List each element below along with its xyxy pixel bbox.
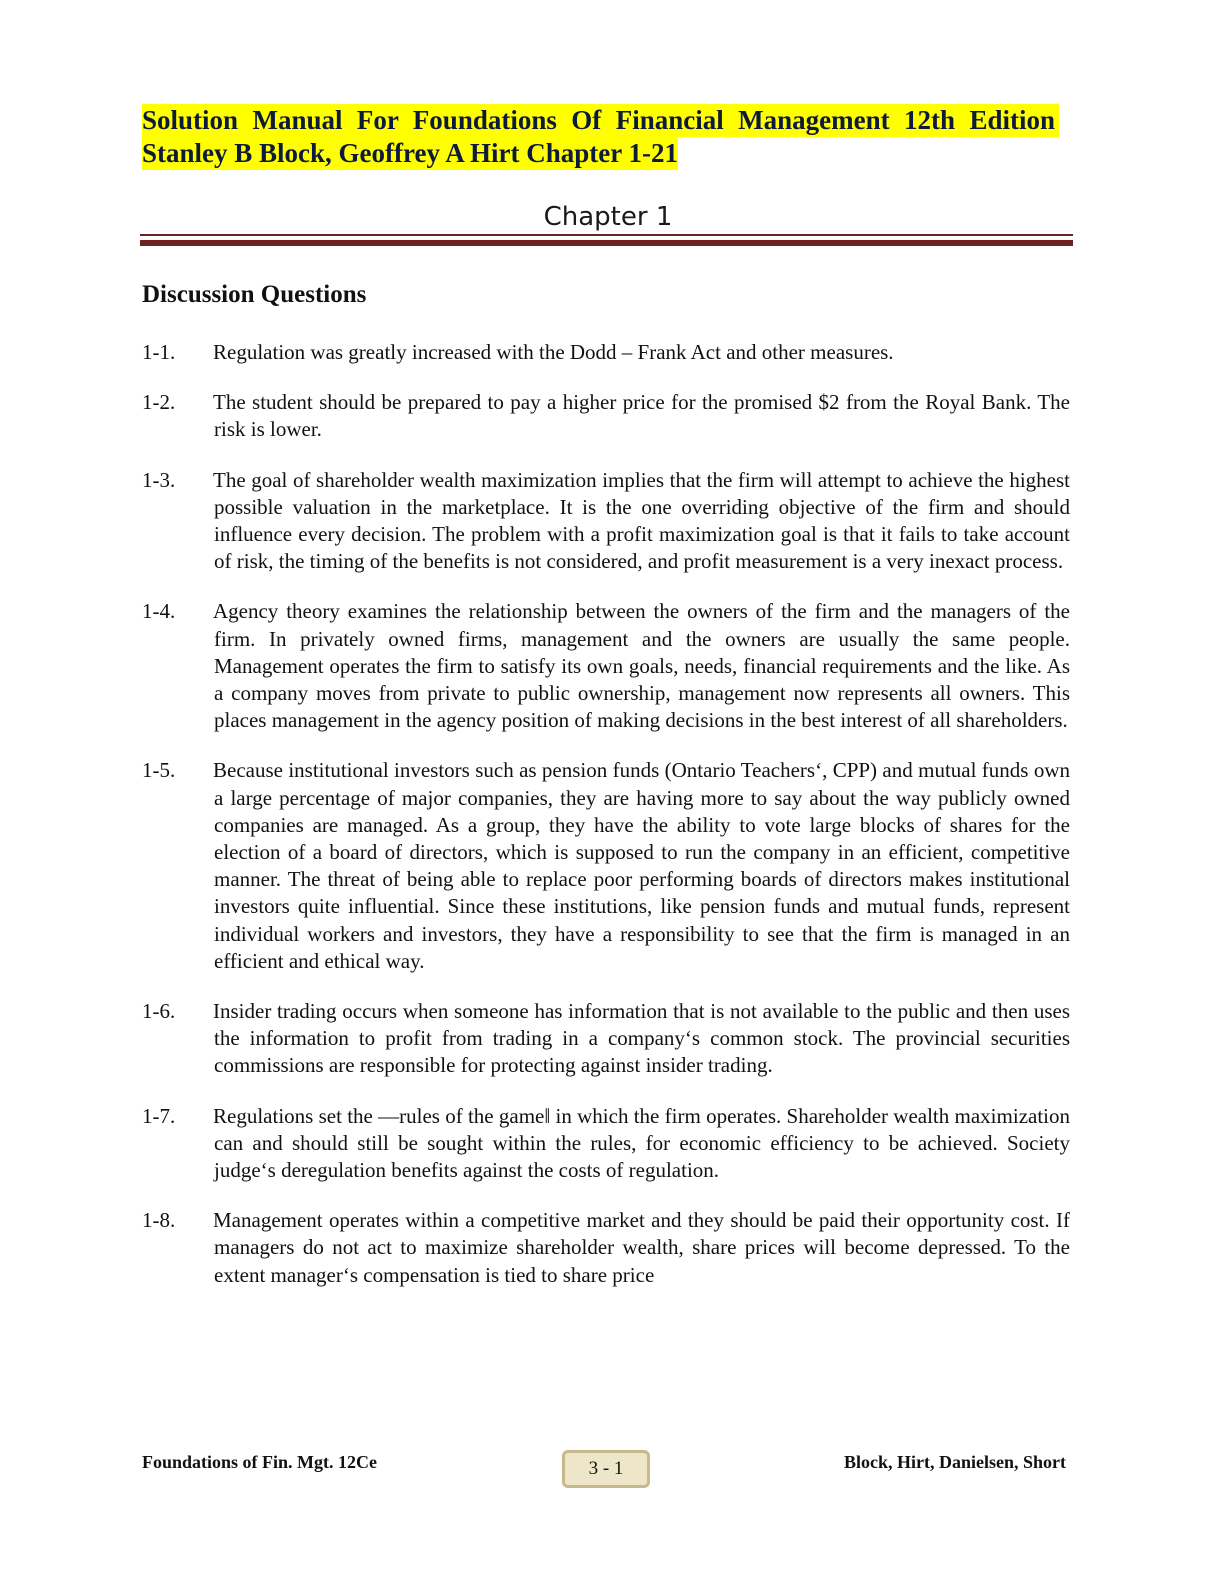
question-number: 1-8. (142, 1208, 176, 1233)
question-item (142, 998, 1070, 1080)
question-answer: Because institutional investors such as pension funds (Ontario Teachers‘, CPP) and mutual funds own a large percentage of major companies, they are having more to say about the way publicly owned companies are managed. As a group, they have the ability to vote large blocks of shares for the election of a board of directors, which is supposed to run the company in an efficient, competitive manner. The threat of being able to replace poor performing boards of directors makes institutional investors quite influential. Since these institutions, like pension funds and mutual funds, represent individual workers and investors, they have a responsibility to see that the firm is managed in an efficient and ethical way. (213, 758, 1070, 973)
footer-book-title: Foundations of Fin. Mgt. 12Ce (142, 1452, 378, 1472)
chapter-rule-thin (140, 234, 1073, 236)
chapter-rule-thick (140, 240, 1073, 246)
question-number: 1-6. (142, 999, 176, 1024)
page-number: 3 - 1 (588, 1458, 624, 1479)
question-item (142, 1207, 1070, 1289)
question-answer: Insider trading occurs when someone has information that is not available to the public and then uses the information to profit from trading in a company‘s common stock. The provincial securities commissions are responsible for protecting against insider trading. (213, 999, 1070, 1078)
question-number: 1-5. (142, 758, 176, 783)
section-heading: Discussion Questions (142, 281, 367, 308)
question-answer: Regulations set the ―rules of the game‖ in which the firm operates. Shareholder wealth maximization can and should still be sought within the rules, for economic efficiency to be achieved. Society judge‘s deregulation benefits against the costs of regulation. (213, 1103, 1070, 1183)
question-answer: The goal of shareholder wealth maximization implies that the firm will attempt to achieve the highest possible valuation in the marketplace. It is the one overriding objective of the firm and should influence every decision. The problem with a profit maximization goal is that it fails to take account of risk, the timing of the benefits is not considered, and profit measurement is a very inexact process. (213, 467, 1070, 574)
question-list (142, 339, 1070, 1312)
question-number: 1-7. (142, 1103, 176, 1128)
question-item (142, 1103, 1070, 1185)
title-line-2: Stanley B Block, Geoffrey A Hirt Chapter 1-21 (142, 138, 678, 168)
question-item (142, 339, 1070, 366)
footer-authors: Block, Hirt, Danielsen, Short (843, 1452, 1066, 1472)
question-answer: The student should be prepared to pay a higher price for the promised $2 from the Royal Bank. The risk is lower. (213, 390, 1070, 442)
question-number: 1-1. (142, 340, 176, 364)
question-number: 1-4. (142, 599, 176, 624)
question-number: 1-2. (142, 390, 176, 415)
question-item (142, 389, 1070, 443)
page-number-box (562, 1450, 650, 1488)
question-answer: Management operates within a competitive market and they should be paid their opportunity cost. If managers do not act to maximize shareholder wealth, share prices will become depressed. To the extent manager‘s compensation is tied to share price (213, 1208, 1070, 1287)
question-item (142, 598, 1070, 734)
question-answer: Agency theory examines the relationship between the owners of the firm and the managers of the firm. In privately owned firms, management and the owners are usually the same people. Management operates the firm to satisfy its own goals, needs, financial requirements and the like. As a company moves from private to public ownership, management now represents all owners. This places management in the agency position of making decisions in the best interest of all shareholders. (213, 599, 1070, 733)
question-item (142, 467, 1070, 576)
document-title (142, 104, 1074, 170)
question-answer: Regulation was greatly increased with the Dodd – Frank Act and other measures. (213, 340, 894, 364)
question-item (142, 757, 1070, 975)
question-number: 1-3. (142, 467, 176, 492)
chapter-heading: Chapter 1 (543, 202, 673, 232)
title-line-1: Solution Manual For Foundations Of Financial Management 12th Edition (142, 104, 1059, 137)
